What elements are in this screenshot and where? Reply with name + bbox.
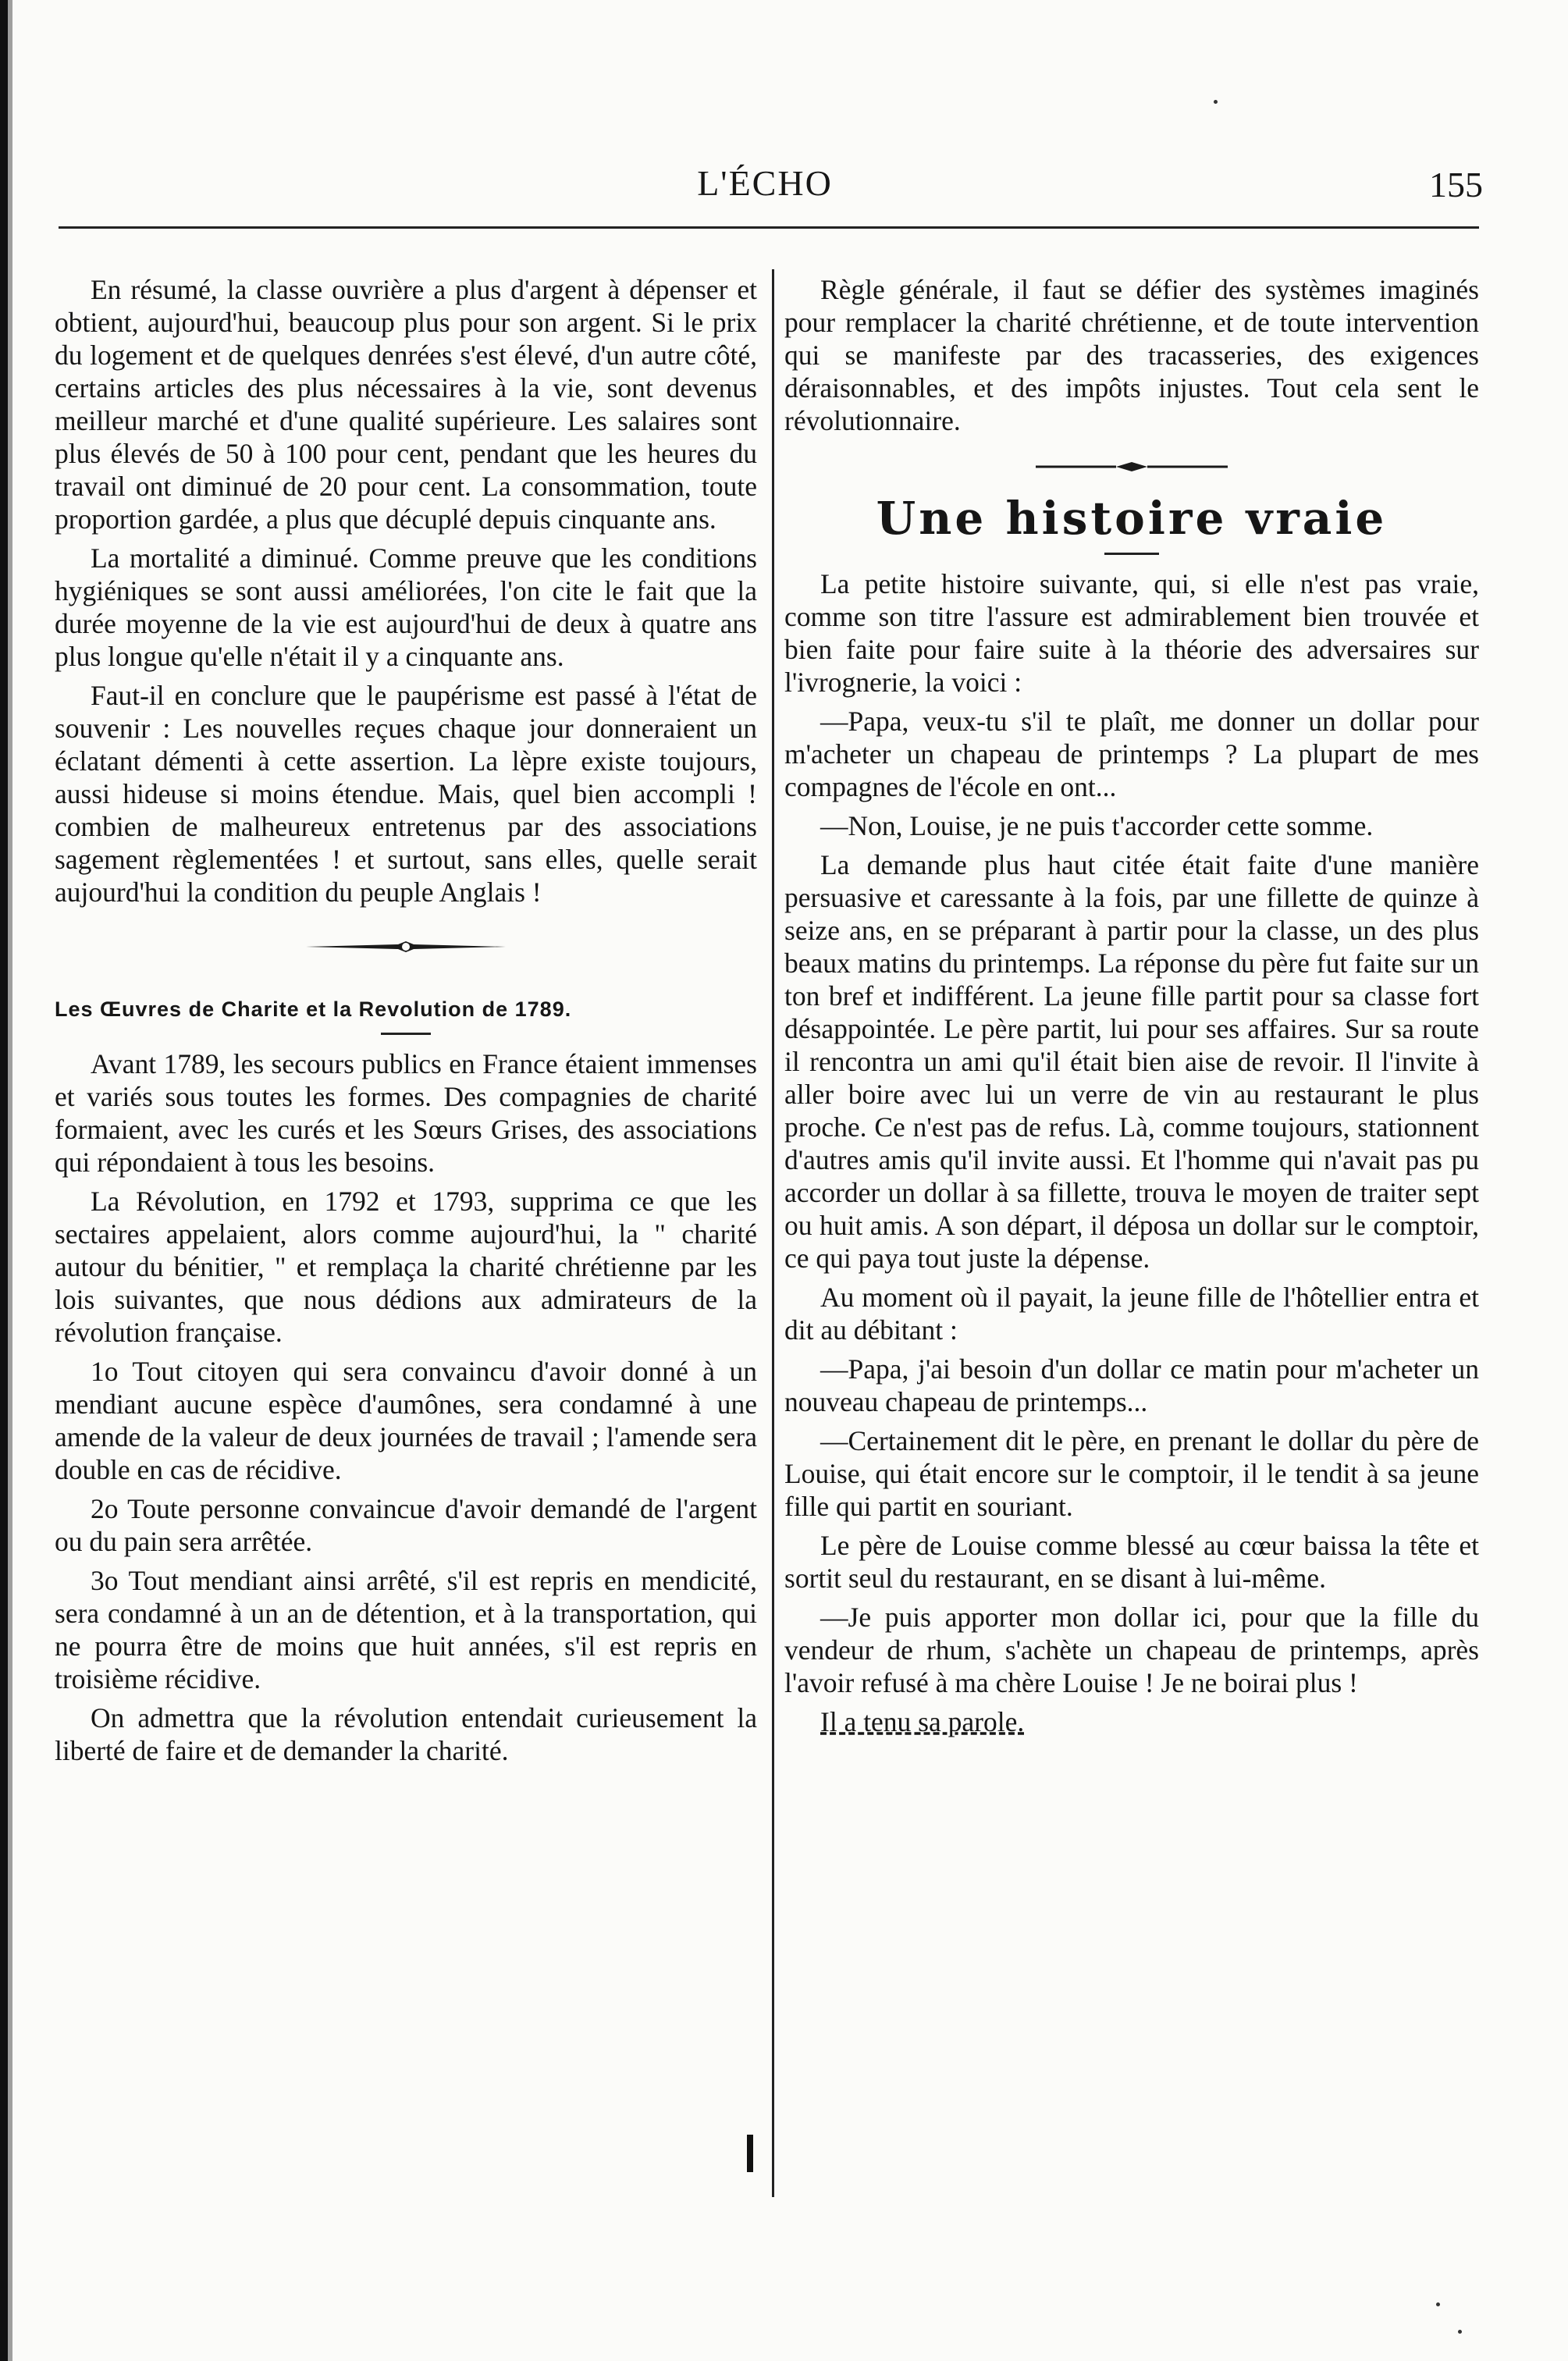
ornament-divider: [304, 940, 507, 954]
section-heading: Les Œuvres de Charite et la Revolution de 1789.: [55, 997, 572, 1021]
paragraph: On admettra que la révolution entendait curieusement la liberté de faire et de demander la charité.: [55, 1702, 757, 1766]
paragraph: La demande plus haut citée était faite d'une manière persuasive et caressante à la fois, par une fillette de quinze à seize ans, en se préparant à partir pour la classe, un des plus beaux matins du printemps. La réponse du père fut faite sur un ton bref et indifférent. La jeune fille partit pour sa classe fort désappointée. Le père partit, lui pour ses affaires. Sur sa route il rencontra un ami qu'il était bien aise de revoir. Il l'invite à aller boire avec lui un verre de vin au restaurant le plus proche. Ce n'est pas de refus. Là, comme toujours, stationnent d'autres amis qu'il invite aussi. Et l'homme qui n'avait pas pu accorder un dollar à sa fillette, trouva le moyen de traiter sept ou huit amis. A son départ, il déposa un dollar sur le comptoir, ce qui paya tout juste la dépense.: [784, 849, 1479, 1274]
right-column: [784, 273, 1479, 1738]
print-speck: [1214, 100, 1218, 104]
paragraph: Règle générale, il faut se défier des systèmes imaginés pour remplacer la charité chrétienne, et de toute intervention qui se manifeste par des tracasseries, des exigences déraisonnables, et des impôts injustes. Tout cela sent le révolutionnaire.: [784, 274, 1479, 436]
left-column: [55, 273, 757, 1767]
journal-title: L'ÉCHO: [697, 163, 833, 203]
paragraph: —Je puis apporter mon dollar ici, pour que la fille du vendeur de rhum, s'achète un chapeau de printemps, après l'avoir refusé à ma chère Louise ! Je ne boirai plus !: [784, 1602, 1479, 1698]
print-speck: [1436, 2302, 1440, 2306]
short-rule: [1104, 553, 1159, 555]
paragraph: Avant 1789, les secours publics en France étaient immenses et variés sous toutes les formes. Des compagnies de charité formaient, avec les curés et les Sœurs Grises, des associations qui répondaient à tous les besoins.: [55, 1048, 757, 1178]
paragraph: 1o Tout citoyen qui sera convaincu d'avoir donné à un mendiant aucune espèce d'aumônes, sera condamné à une amende de la valeur de deux journées de travail ; l'amende sera double en cas de récidive.: [55, 1356, 757, 1485]
paragraph: —Certainement dit le père, en prenant le dollar du père de Louise, qui était encore sur le comptoir, il le tendit à sa jeune fille qui partit en souriant.: [784, 1425, 1479, 1522]
paragraph: —Papa, veux-tu s'il te plaît, me donner un dollar pour m'acheter un chapeau de printemps ? La plupart de mes compagnes de l'école en ont...: [784, 706, 1479, 802]
paragraph: —Papa, j'ai besoin d'un dollar ce matin pour m'acheter un nouveau chapeau de printemps...: [784, 1353, 1479, 1417]
page-header: [47, 156, 1483, 219]
short-rule: [381, 1033, 431, 1035]
story-title: Une histoire vraie: [876, 492, 1388, 545]
paragraph: La Révolution, en 1792 et 1793, supprima ce que les sectaires appelaient, alors comme aujourd'hui, la " charité autour du bénitier, " et remplaça la charité chrétienne par les lois suivantes, que nous dédions aux admirateurs de la révolution française.: [55, 1186, 757, 1348]
paragraph: La mortalité a diminué. Comme preuve que les conditions hygiéniques se sont aussi améliorées, l'on cite le fait que la durée moyenne de la vie est aujourd'hui de deux à quatre ans plus longue qu'elle n'était il y a cinquante ans.: [55, 542, 757, 672]
header-rule: [59, 226, 1479, 229]
scan-edge: [0, 0, 8, 2361]
paragraph: Au moment où il payait, la jeune fille de l'hôtellier entra et dit au débitant :: [784, 1282, 1479, 1346]
paragraph: Faut-il en conclure que le paupérisme est passé à l'état de souvenir : Les nouvelles reçues chaque jour donneraient un éclatant démenti à cette assertion. La lèpre existe toujours, aussi hideuse si moins étendue. Mais, quel bien accompli ! combien de malheureux entretenus par des associations sagement règlementées ! et surtout, sans elles, quelle serait aujourd'hui la condition du peuple Anglais !: [55, 680, 757, 908]
paragraph: La petite histoire suivante, qui, si elle n'est pas vraie, comme son titre l'assure est admirablement bien trouvée et bien faite pour faire suite à la théorie des adversaires sur l'ivrognerie, la voici :: [784, 568, 1479, 698]
paragraph: —Non, Louise, je ne puis t'accorder cette somme.: [820, 810, 1374, 841]
story-signoff: Il a tenu sa parole.: [820, 1706, 1025, 1737]
paragraph: 3o Tout mendiant ainsi arrêté, s'il est repris en mendicité, sera condamné à un an de détention, et à la transportation, qui ne pourra être de moins que huit années, s'il est repris en troisième récidive.: [55, 1565, 757, 1694]
paragraph: En résumé, la classe ouvrière a plus d'argent à dépenser et obtient, aujourd'hui, beaucoup plus pour son argent. Si le prix du logement et de quelques denrées s'est élevé, d'un autre côté, certains articles des plus nécessaires à la vie, sont devenus meilleur marché et d'une qualité supérieure. Les salaires sont plus élevés de 50 à 100 pour cent, pendant que les heures du travail ont diminué de 20 pour cent. La consommation, toute proportion gardée, a plus que décuplé depuis cinquante ans.: [55, 274, 757, 535]
print-speck: [1458, 2330, 1462, 2334]
ornament-divider: [1034, 460, 1229, 473]
page-number: 155: [1429, 165, 1483, 204]
print-mark: [747, 2135, 753, 2172]
column-divider: [772, 269, 774, 2197]
scan-edge-shadow: [8, 0, 12, 2361]
paragraph: Le père de Louise comme blessé au cœur baissa la tête et sortit seul du restaurant, en se disant à lui-même.: [784, 1530, 1479, 1594]
paragraph: 2o Toute personne convaincue d'avoir demandé de l'argent ou du pain sera arrêtée.: [55, 1493, 757, 1557]
